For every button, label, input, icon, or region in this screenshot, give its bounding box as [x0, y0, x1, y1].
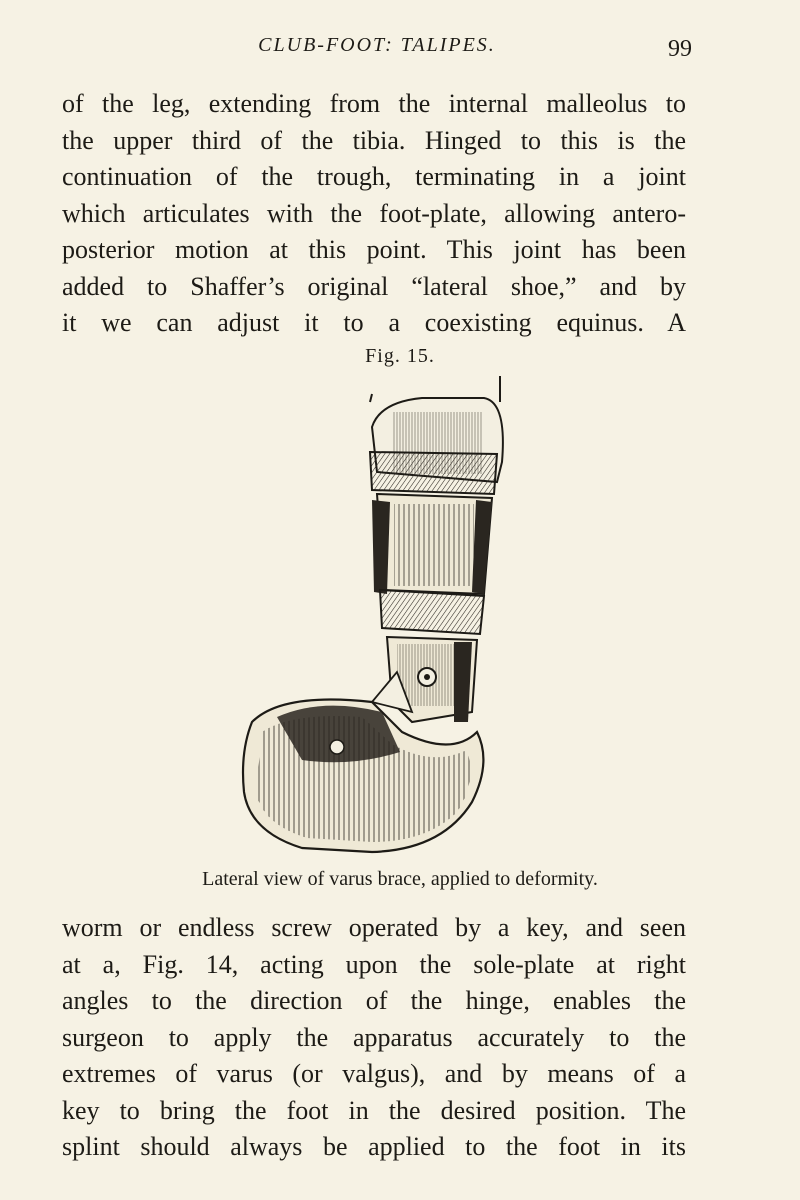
text-line: it we can adjust it to a coexisting equinus. A — [62, 308, 686, 337]
text-line: at a, Fig. 14, acting upon the sole-plate at right — [62, 949, 686, 979]
running-head — [62, 34, 692, 70]
text-line: added to Shaffer’s original “lateral shoe,” and by — [62, 271, 686, 301]
text-line: splint should always be applied to the foot in its — [62, 1132, 686, 1161]
text-line: the upper third of the tibia. Hinged to this is the — [62, 125, 686, 155]
text-line: posterior motion at this point. This joint has been — [62, 235, 686, 264]
text-line: of the leg, extending from the internal malleolus to — [62, 89, 686, 118]
running-title: CLUB-FOOT: TALIPES. — [258, 34, 496, 56]
text-line: angles to the direction of the hinge, enables the — [62, 986, 686, 1015]
paragraph-bottom — [62, 910, 686, 1166]
text-line: worm or endless screw operated by a key, and seen — [62, 913, 686, 942]
text-line: continuation of the trough, terminating in a joint — [62, 162, 686, 191]
figure-caption: Lateral view of varus brace, applied to deformity. — [202, 868, 598, 890]
paragraph-top — [62, 86, 686, 342]
figure-label: Fig. 15. — [365, 345, 435, 367]
text-line: which articulates with the foot-plate, allowing antero- — [62, 198, 686, 228]
text-line: extremes of varus (or valgus), and by means of a — [62, 1059, 686, 1088]
text-line: key to bring the foot in the desired position. The — [62, 1095, 686, 1125]
varus-brace-illustration — [222, 372, 512, 862]
text-line: surgeon to apply the apparatus accurately to the — [62, 1022, 686, 1052]
page-number: 99 — [668, 36, 692, 62]
